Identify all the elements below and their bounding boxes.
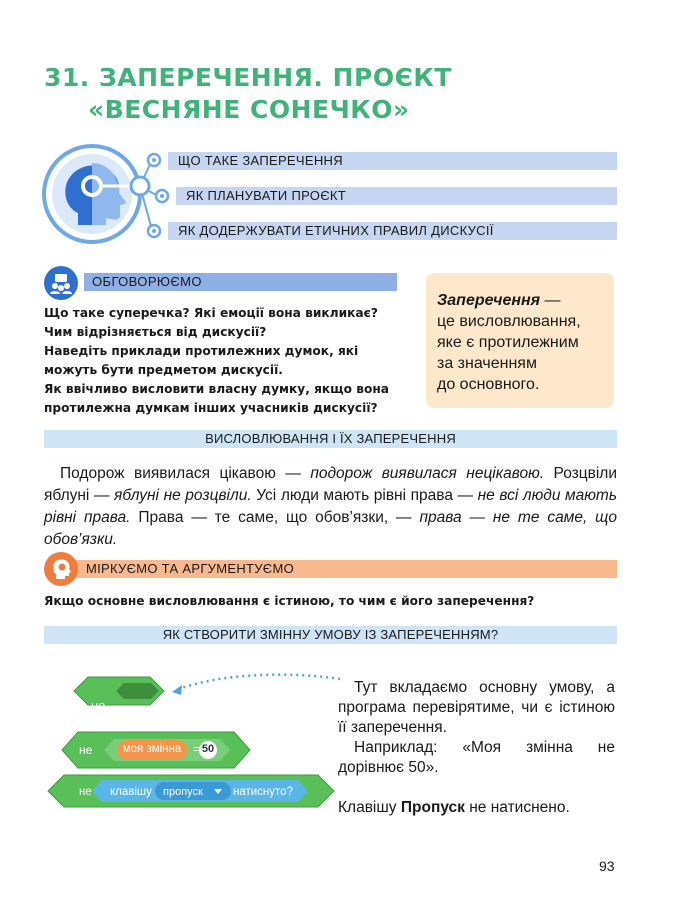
text-fragment: Клавішу: [338, 799, 401, 816]
example-statement: Права — те саме, що обов’язки, —: [130, 509, 420, 526]
definition-line: яке є протилежним: [437, 334, 579, 351]
variable-reporter: моя змінна: [122, 743, 182, 755]
question-line: Наведіть приклади протилежних думок, які: [44, 344, 359, 358]
example-statement: Усі люди мають рівні права —: [251, 487, 478, 504]
question-line: протилежна думкам інших учасників дискусії?: [44, 401, 378, 415]
topic-bar-2: [176, 187, 617, 205]
text-fragment: не натиснено.: [464, 799, 570, 816]
example-statement: Розцвіли яблуні —: [44, 465, 617, 504]
think-heading: МІРКУЄМО ТА АРГУМЕНТУЄМО: [86, 561, 294, 576]
explanation-paragraph: [338, 798, 615, 818]
key-dropdown: пропуск: [163, 786, 203, 798]
think-heading-bar: [72, 560, 617, 578]
explanation-paragraph: Наприклад: «Моя змінна не дорівнює 50».: [338, 739, 615, 776]
thinking-head-icon: [44, 552, 78, 586]
example-negation: подорож виявилася нецікавою.: [310, 465, 545, 482]
topic-label: ЯК ДОДЕРЖУВАТИ ЕТИЧНИХ ПРАВИЛ ДИСКУСІЇ: [178, 223, 494, 238]
definition-line: до основного.: [437, 376, 540, 393]
discuss-heading-bar: [84, 273, 397, 291]
key-label: клавішу: [110, 786, 152, 798]
example-negation: права — не те саме, що обов’язки.: [44, 509, 617, 548]
discussion-icon: [44, 266, 78, 300]
not-label: не: [79, 786, 92, 798]
examples-paragraph: [44, 463, 617, 551]
question-line: Що таке суперечка? Які емоції вона викликає?: [44, 306, 378, 320]
pressed-label: натиснуто?: [233, 786, 293, 798]
example-statement: Подорож виявилася цікавою —: [60, 465, 311, 482]
topic-bar-1: [168, 152, 617, 170]
definition-line: це висловлювання,: [437, 313, 581, 330]
question-line: Як ввічливо висловити власну думку, якщо вона: [44, 382, 389, 396]
example-negation: яблуні не розцвіли.: [114, 487, 252, 504]
head-profile-icon: [40, 143, 170, 245]
value-field: 50: [201, 743, 215, 755]
not-label: не: [79, 743, 93, 757]
title-line-2: «ВЕСНЯНЕ СОНЕЧКО»: [88, 95, 410, 124]
equals-sign: =: [193, 742, 201, 756]
topic-label: ЯК ПЛАНУВАТИ ПРОЄКТ: [186, 188, 346, 203]
definition-term: Заперечення: [437, 292, 541, 309]
not-label: не: [91, 698, 106, 713]
page-number: 93: [599, 858, 615, 874]
dotted-arrow: [176, 675, 340, 690]
section-heading: ВИСЛОВЛЮВАННЯ І ЇХ ЗАПЕРЕЧЕННЯ: [205, 431, 456, 446]
topic-bar-3: [168, 222, 617, 240]
section-heading: ЯК СТВОРИТИ ЗМІННУ УМОВУ ІЗ ЗАПЕРЕЧЕННЯМ?: [162, 627, 499, 642]
section-heading-bar-2: [44, 626, 617, 644]
bold-term: Пропуск: [400, 799, 465, 816]
definition-line: за значенням: [437, 355, 537, 372]
think-question: Якщо основне висловлювання є істиною, то чим є його заперечення?: [44, 594, 535, 608]
not-block: [74, 677, 164, 705]
topic-label: ЩО ТАКЕ ЗАПЕРЕЧЕННЯ: [178, 153, 343, 168]
question-line: можуть бути предметом дискусії.: [44, 363, 283, 377]
discuss-heading: ОБГОВОРЮЄМО: [92, 274, 202, 289]
arrow-head-icon: [172, 685, 182, 695]
definition-box: [426, 273, 614, 408]
discussion-questions: [44, 304, 404, 418]
example-negation: не всі люди мають рівні права.: [44, 487, 617, 526]
page-title: [44, 62, 452, 126]
section-heading-bar-1: [44, 430, 617, 448]
title-line-1: 31. ЗАПЕРЕЧЕННЯ. ПРОЄКТ: [44, 63, 452, 92]
definition-dash: —: [540, 292, 561, 309]
explanation-paragraph: Тут вкладаємо основну умову, а програма перевірятиме, чи є істиною її заперечення.: [338, 679, 615, 736]
question-line: Чим відрізняється від дискусії?: [44, 325, 267, 339]
explanation-text: [338, 678, 615, 818]
